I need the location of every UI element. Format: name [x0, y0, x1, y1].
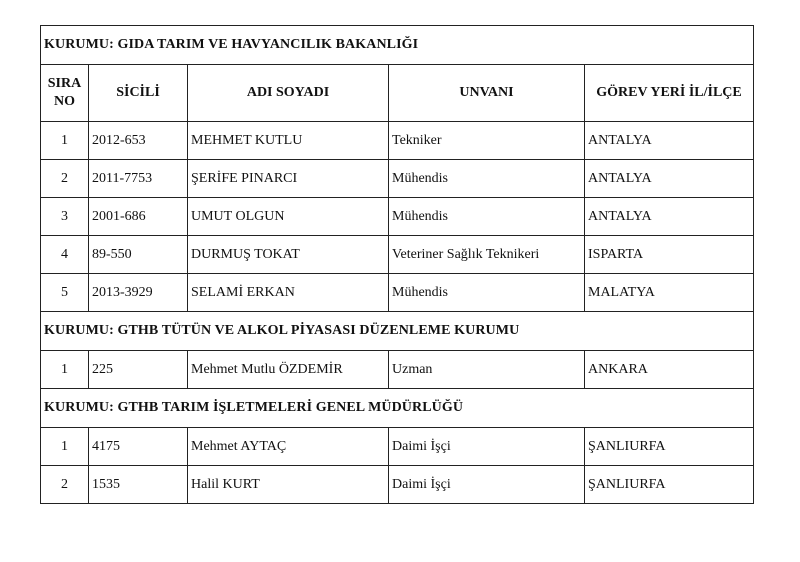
section-title: KURUMU: GTHB TARIM İŞLETMELERİ GENEL MÜDÜRLÜĞÜ	[41, 389, 754, 428]
cell-sicil: 225	[89, 351, 188, 389]
cell-sira-no: 1	[41, 351, 89, 389]
cell-unvani: Mühendis	[389, 198, 585, 236]
cell-adi-soyadi: MEHMET KUTLU	[188, 122, 389, 160]
table-row	[41, 236, 754, 274]
table-row	[41, 122, 754, 160]
header-unvani: UNVANI	[389, 65, 585, 122]
cell-unvani: Tekniker	[389, 122, 585, 160]
cell-gorev-yeri: MALATYA	[585, 274, 754, 312]
cell-sicil: 2011-7753	[89, 160, 188, 198]
header-gorev-yeri: GÖREV YERİ İL/İLÇE	[585, 65, 754, 122]
cell-gorev-yeri: ANTALYA	[585, 122, 754, 160]
cell-sicil: 2013-3929	[89, 274, 188, 312]
cell-unvani: Mühendis	[389, 160, 585, 198]
section-title-row	[41, 312, 754, 351]
cell-sira-no: 2	[41, 160, 89, 198]
cell-adi-soyadi: ŞERİFE PINARCI	[188, 160, 389, 198]
cell-sira-no: 4	[41, 236, 89, 274]
cell-adi-soyadi: SELAMİ ERKAN	[188, 274, 389, 312]
table-row	[41, 274, 754, 312]
cell-unvani: Mühendis	[389, 274, 585, 312]
section-title-row	[41, 389, 754, 428]
cell-sira-no: 1	[41, 122, 89, 160]
cell-unvani: Daimi İşçi	[389, 428, 585, 466]
cell-sicil: 2012-653	[89, 122, 188, 160]
personnel-table	[40, 25, 754, 504]
cell-sicil: 4175	[89, 428, 188, 466]
cell-sira-no: 3	[41, 198, 89, 236]
table-row	[41, 428, 754, 466]
section-title: KURUMU: GIDA TARIM VE HAVYANCILIK BAKANLIĞI	[41, 26, 754, 65]
table-row	[41, 466, 754, 504]
cell-gorev-yeri: ŞANLIURFA	[585, 466, 754, 504]
table-row	[41, 160, 754, 198]
section-title-row	[41, 26, 754, 65]
table-row	[41, 351, 754, 389]
cell-adi-soyadi: UMUT OLGUN	[188, 198, 389, 236]
header-adi-soyadi: ADI SOYADI	[188, 65, 389, 122]
cell-unvani: Veteriner Sağlık Teknikeri	[389, 236, 585, 274]
cell-unvani: Daimi İşçi	[389, 466, 585, 504]
header-sicil: SİCİLİ	[89, 65, 188, 122]
cell-sira-no: 5	[41, 274, 89, 312]
header-sira-no: SIRA NO	[41, 65, 89, 122]
cell-adi-soyadi: Halil KURT	[188, 466, 389, 504]
cell-sira-no: 1	[41, 428, 89, 466]
table-body	[41, 26, 754, 504]
cell-gorev-yeri: ANKARA	[585, 351, 754, 389]
cell-adi-soyadi: Mehmet Mutlu ÖZDEMİR	[188, 351, 389, 389]
cell-adi-soyadi: Mehmet AYTAÇ	[188, 428, 389, 466]
cell-gorev-yeri: ISPARTA	[585, 236, 754, 274]
cell-adi-soyadi: DURMUŞ TOKAT	[188, 236, 389, 274]
cell-sicil: 89-550	[89, 236, 188, 274]
table-row	[41, 198, 754, 236]
cell-sicil: 1535	[89, 466, 188, 504]
cell-sicil: 2001-686	[89, 198, 188, 236]
cell-sira-no: 2	[41, 466, 89, 504]
cell-gorev-yeri: ŞANLIURFA	[585, 428, 754, 466]
cell-unvani: Uzman	[389, 351, 585, 389]
column-header-row	[41, 65, 754, 122]
cell-gorev-yeri: ANTALYA	[585, 160, 754, 198]
cell-gorev-yeri: ANTALYA	[585, 198, 754, 236]
section-title: KURUMU: GTHB TÜTÜN VE ALKOL PİYASASI DÜZENLEME KURUMU	[41, 312, 754, 351]
